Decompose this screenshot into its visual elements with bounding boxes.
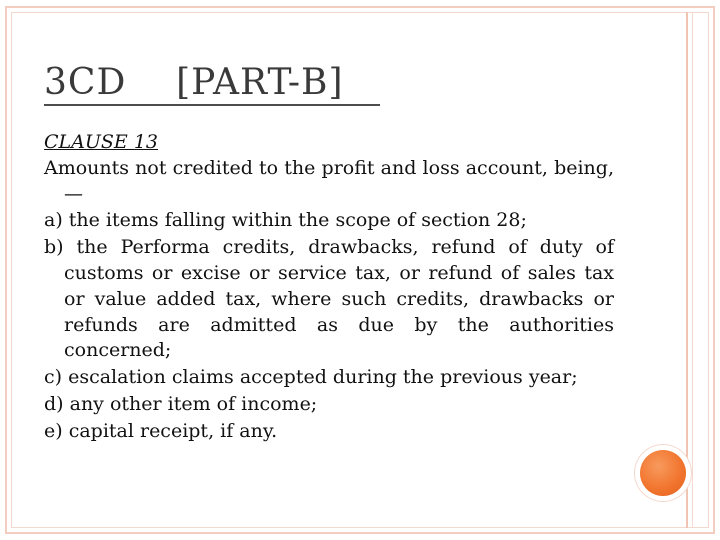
list-item-d: d) any other item of income; — [44, 392, 318, 415]
list-item-a: a) the items falling within the scope of section 28; — [44, 209, 527, 232]
slide-title: 3CD [PART-B] — [44, 62, 344, 103]
clause-heading: CLAUSE 13 — [44, 131, 158, 153]
list-item-e: e) capital receipt, if any. — [44, 419, 278, 442]
intro-paragraph: Amounts not credited to the profit and loss account, being,— — [44, 156, 614, 205]
slide-body — [44, 130, 614, 446]
list-item-b: b) the Performa credits, drawbacks, refund of duty of customs or excise or service tax, or refund of sales tax or value added tax, where such credits, drawbacks or refunds are admitted as due by the authorities concerned; — [44, 236, 614, 362]
slide-vertical-rule — [686, 12, 688, 528]
title-underline — [44, 104, 380, 106]
decorative-orange-circle — [640, 450, 686, 496]
list-item-c: c) escalation claims accepted during the previous year; — [44, 366, 578, 389]
slide-vertical-rule-thin — [692, 12, 693, 528]
